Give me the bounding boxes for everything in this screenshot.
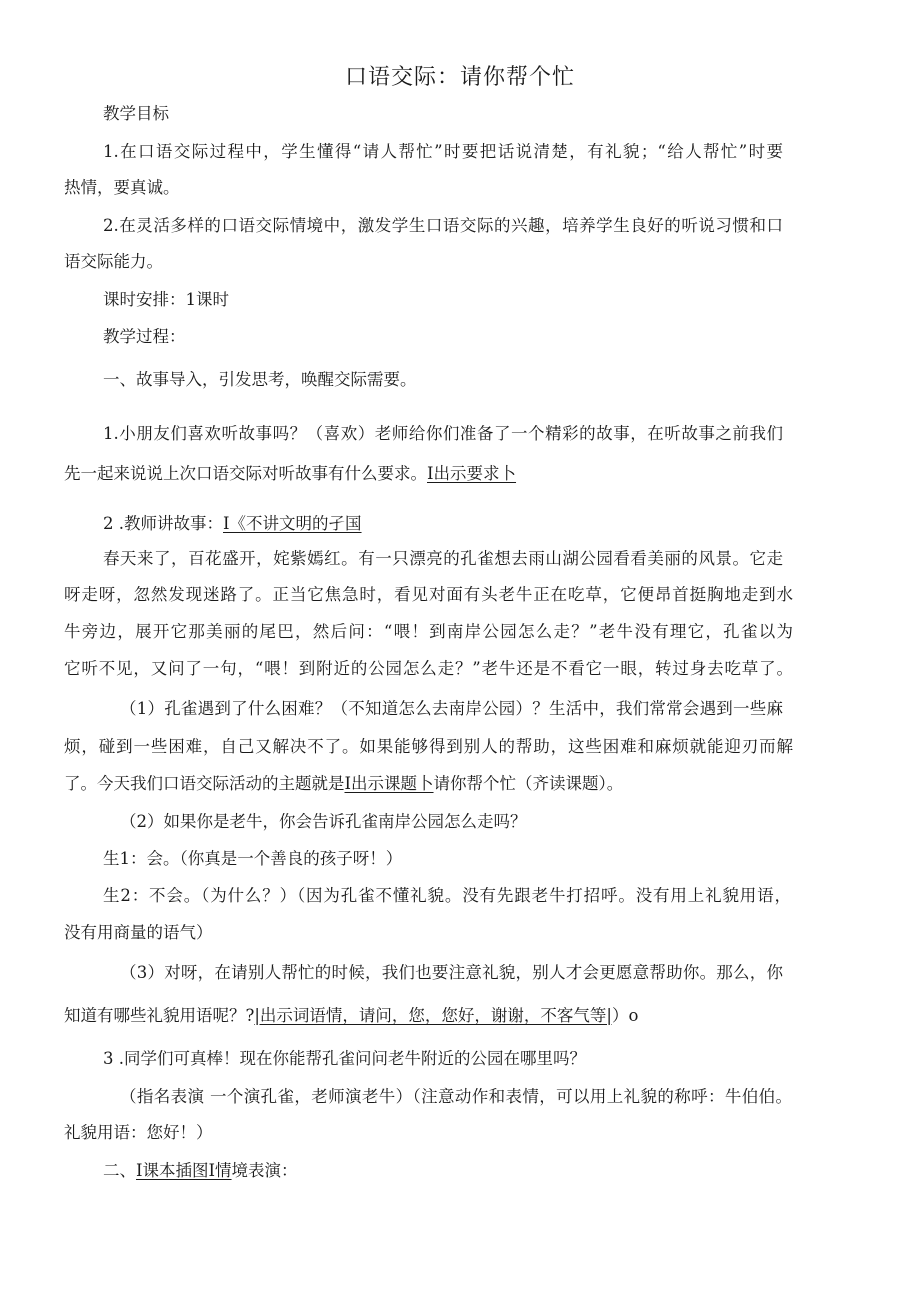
step-2-line bbox=[103, 513, 856, 535]
story-line-1: 春天来了，百花盛开，姹紫嫣红。有一只漂亮的孔雀想去雨山湖公园看看美丽的风景。它走 bbox=[103, 549, 783, 568]
objective-1-line-2: 热情，要真诚。 bbox=[64, 178, 180, 197]
objective-2-line-1: 2.在灵活多样的口语交际情境中，激发学生口语交际的兴趣，培养学生良好的听说习惯和口 bbox=[103, 216, 783, 235]
section-2-heading bbox=[103, 1160, 856, 1182]
section-2-pre: 二、 bbox=[103, 1161, 136, 1180]
story-line-3: 牛旁边，展开它那美丽的尾巴，然后问：“喂！到南岸公园怎么走？”老牛没有理它，孔雀以为 bbox=[64, 622, 793, 641]
schedule-text: 课时安排：1课时 bbox=[103, 290, 229, 309]
show-words-link: |出示词语情，请问，您，您好，谢谢，不客气等| bbox=[254, 1006, 612, 1025]
story-line-4: 它听不见，又问了一句，“喂！到附近的公园怎么走？”老牛还是不看它一眼，转过身去吃草了。 bbox=[64, 659, 793, 678]
textbook-illustration-link: I课本插图I情 bbox=[136, 1161, 232, 1180]
story-title-link: I《不讲文明的孑国 bbox=[223, 514, 362, 533]
question-1-line-1: （1）孔雀遇到了什么困难？（不知道怎么去南岸公园）？生活中，我们常常会遇到一些麻 bbox=[120, 699, 783, 718]
process-heading: 教学过程： bbox=[103, 327, 186, 346]
step-1-line-2 bbox=[64, 463, 856, 485]
performance-line-2: 礼貌用语：您好！） bbox=[64, 1123, 213, 1142]
question-1-line-3 bbox=[64, 773, 856, 795]
section-2-post: 境表演： bbox=[231, 1161, 298, 1180]
section-1-heading: 一、故事导入，引发思考，唤醒交际需要。 bbox=[103, 370, 417, 389]
step-1-text: 先一起来说说上次口语交际对听故事有什么要求。 bbox=[64, 464, 427, 483]
objective-1-line-1: 1.在口语交际过程中，学生懂得“请人帮忙”时要把话说清楚，有礼貌；“给人帮忙”时要 bbox=[103, 142, 783, 161]
question-3-line-2 bbox=[64, 1005, 856, 1027]
question-1-text-post: 请你帮个忙（齐读课题）。 bbox=[433, 774, 624, 793]
question-1-text-pre: 了。今天我们口语交际活动的主题就是 bbox=[64, 774, 345, 793]
objectives-heading: 教学目标 bbox=[103, 104, 169, 123]
question-3-line-1: （3）对呀，在请别人帮忙的时候，我们也要注意礼貌，别人才会更愿意帮助你。那么，你 bbox=[120, 963, 783, 982]
question-3-text-post: ）o bbox=[611, 1006, 639, 1025]
page-title: 口语交际：请你帮个忙 bbox=[344, 65, 575, 90]
step-2-text: 2 .教师讲故事： bbox=[103, 514, 223, 533]
question-3-text-pre: 知道有哪些礼貌用语呢？? bbox=[64, 1006, 255, 1025]
student-2-line-2: 没有用商量的语气） bbox=[64, 923, 213, 942]
student-2-line-1: 生2：不会。（为什么？）（因为孔雀不懂礼貌。没有先跟老牛打招呼。没有用上礼貌用语， bbox=[103, 886, 791, 905]
show-topic-link: I出示课题卜 bbox=[344, 774, 434, 793]
question-2: （2）如果你是老牛，你会告诉孔雀南岸公园怎么走吗？ bbox=[120, 812, 527, 831]
step-1-line-1: 1.小朋友们喜欢听故事吗？（喜欢）老师给你们准备了一个精彩的故事，在听故事之前我们 bbox=[103, 424, 783, 443]
objective-2-line-2: 语交际能力。 bbox=[64, 252, 163, 271]
show-requirements-link: I出示要求卜 bbox=[427, 464, 517, 483]
question-1-line-2: 烦，碰到一些困难，自己又解决不了。如果能够得到别人的帮助，这些困难和麻烦就能迎刃而解 bbox=[64, 737, 793, 756]
student-1-answer: 生1：会。（你真是一个善良的孩子呀！） bbox=[103, 849, 403, 868]
story-line-2: 呀走呀，忽然发现迷路了。正当它焦急时，看见对面有头老牛正在吃草，它便昂首挺胸地走到水 bbox=[64, 585, 793, 604]
performance-line-1: （指名表演 一个演孔雀，老师演老牛）（注意动作和表情，可以用上礼貌的称呼：牛伯伯。 bbox=[120, 1087, 792, 1106]
step-3-text: 3 .同学们可真棒！现在你能帮孔雀问问老牛附近的公园在哪里吗？ bbox=[103, 1049, 586, 1068]
